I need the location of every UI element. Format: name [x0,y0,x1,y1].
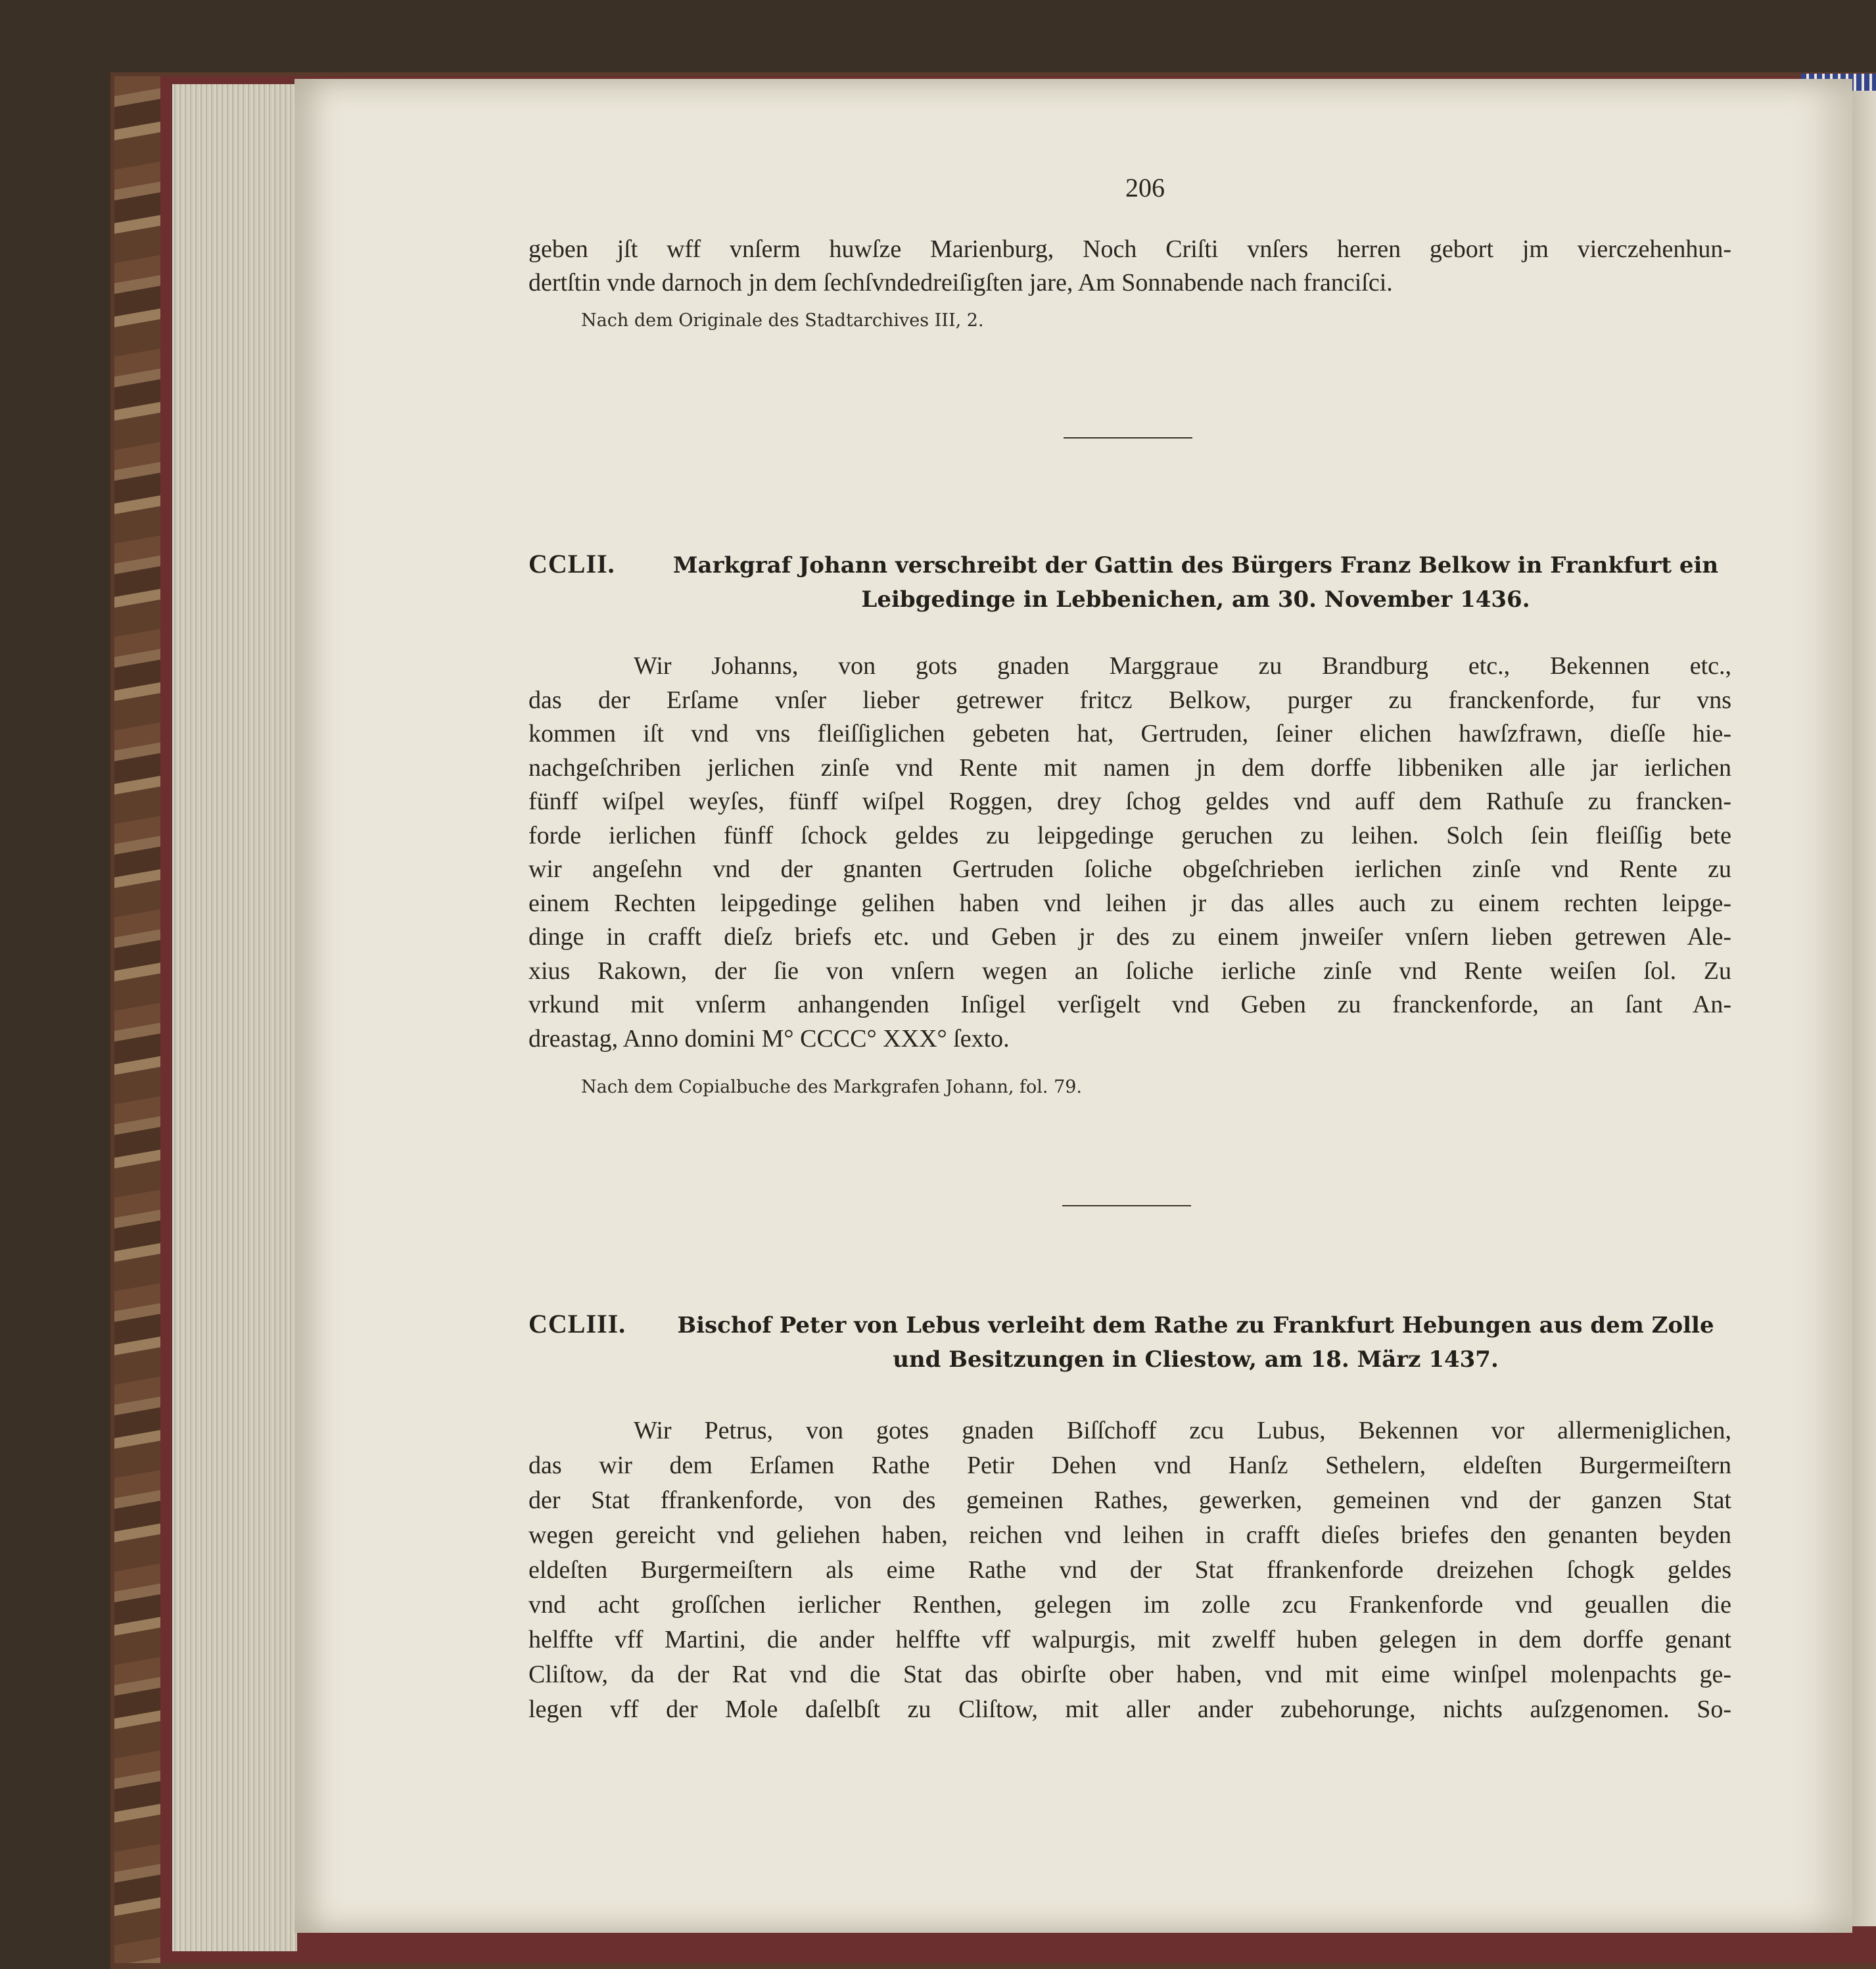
text-line: Cliſtow, da der Rat vnd die Stat das obirſte ober haben, vnd mit eime winſpel molenpachts ge- [528,1661,1731,1688]
text-line: Wir Johanns, von gots gnaden Marggraue zu Brandburg etc., Bekennen etc., [634,652,1731,680]
text-line: wir angeſehn vnd der gnanten Gertruden ſoliche obgeſchrieben ierlichen zinſe vnd Rente zu [528,855,1731,883]
text-line: vrkund mit vnſerm anhangenden Inſigel verſigelt vnd Geben zu franckenforde, an ſant An- [528,991,1731,1018]
text-line: forde ierlichen fünff ſchock geldes zu leipgedinge geruchen zu leihen. Solch ſein fleiſſig bete [528,821,1731,849]
section-heading [528,1308,1731,1381]
text-line: eldeſten Burgermeiſtern als eime Rathe vnd der Stat ffrankenforde dreizehen ſchogk geldes [528,1556,1731,1584]
page-number: 206 [1125,173,1165,202]
text-line: dertſtin vnde darnoch jn dem ſechſvndedreiſigſten jare, Am Sonnabende nach franciſci. [528,269,1393,297]
text-line: legen vff der Mole daſelbſt zu Cliſtow, mit aller ander zubehorunge, nichts auſzgenomen. So- [528,1696,1731,1723]
source-note: Nach dem Copialbuche des Markgrafen Johann, fol. 79. [581,1077,1083,1097]
text-line: helffte vff Martini, die ander helffte vff walpurgis, mit zwelff huben gelegen in dem dorffe genant [528,1626,1731,1653]
page-edges [172,84,297,1951]
text-line: fünff wiſpel weyſes, fünff wiſpel Roggen, drey ſchog geldes vnd auff dem Rathuſe zu francken- [528,788,1731,815]
marbled-cover-edge [114,76,160,1963]
section-title: Bischof Peter von Lebus verleiht dem Rathe zu Frankfurt Hebungen aus dem Zolle und Besitzungen in Cliestow, am 18. März 1437. [677,1312,1714,1373]
source-note: Nach dem Originale des Stadtarchives III, 2. [581,310,984,331]
text-line: einem Rechten leipgedinge gelihen haben vnd leihen jr das alles auch zu einem rechten leipge- [528,889,1731,917]
text-line: xius Rakown, der ſie von vnſern wegen an ſoliche ierliche zinſe vnd Rente weiſen ſol. Zu [528,957,1731,985]
section-number: CCLIII. [528,1309,626,1339]
text-line: kommen iſt vnd vns fleiſſiglichen gebeten hat, Gertruden, ſeiner elichen hawſzfrawn, dieſſe hie- [528,720,1731,747]
text-line: nachgeſchriben jerlichen zinſe vnd Rente mit namen jn dem dorffe libbeniken alle jar ierlichen [528,753,1731,782]
text-line: dinge in crafft dieſz briefs etc. und Geben jr des zu einem jnweiſer vnſern lieben getrewen Ale- [528,923,1731,951]
text-line: Wir Petrus, von gotes gnaden Biſſchoff zcu Lubus, Bekennen vor allermeniglichen, [634,1417,1731,1444]
text-line: das wir dem Erſamen Rathe Petir Dehen vnd Hanſz Sethelern, eldeſten Burgermeiſtern [528,1452,1731,1479]
section-title: Markgraf Johann verschreibt der Gattin des Bürgers Franz Belkow in Frankfurt ein Leibgedinge in Lebbenichen, am 30. November 1436. [672,552,1719,613]
text-line: wegen gereicht vnd geliehen haben, reichen vnd leihen in crafft dieſes briefes den genanten beyden [528,1521,1731,1549]
section-heading [528,548,1731,621]
text-line: der Stat ffrankenforde, von des gemeinen Rathes, gewerken, gemeinen vnd der ganzen Stat [528,1486,1731,1514]
document-body [528,650,1731,1056]
section-divider [1062,1205,1191,1206]
text-line: vnd acht groſſchen ierlicher Renthen, gelegen im zolle zcu Frankenforde vnd geuallen die [528,1591,1731,1619]
section-number: CCLII. [528,549,615,579]
text-line: dreastag, Anno domini M° CCCC° XXX° ſexto. [528,1024,1010,1053]
text-line: das der Erſame vnſer lieber getrewer fritcz Belkow, purger zu franckenforde, fur vns [528,686,1731,714]
document-body [528,1413,1731,1727]
section-divider [1064,437,1192,439]
continued-text [528,233,1731,300]
text-line: geben jſt wff vnſerm huwſze Marienburg, Noch Criſti vnſers herren gebort jm vierczehenhun- [528,235,1731,263]
